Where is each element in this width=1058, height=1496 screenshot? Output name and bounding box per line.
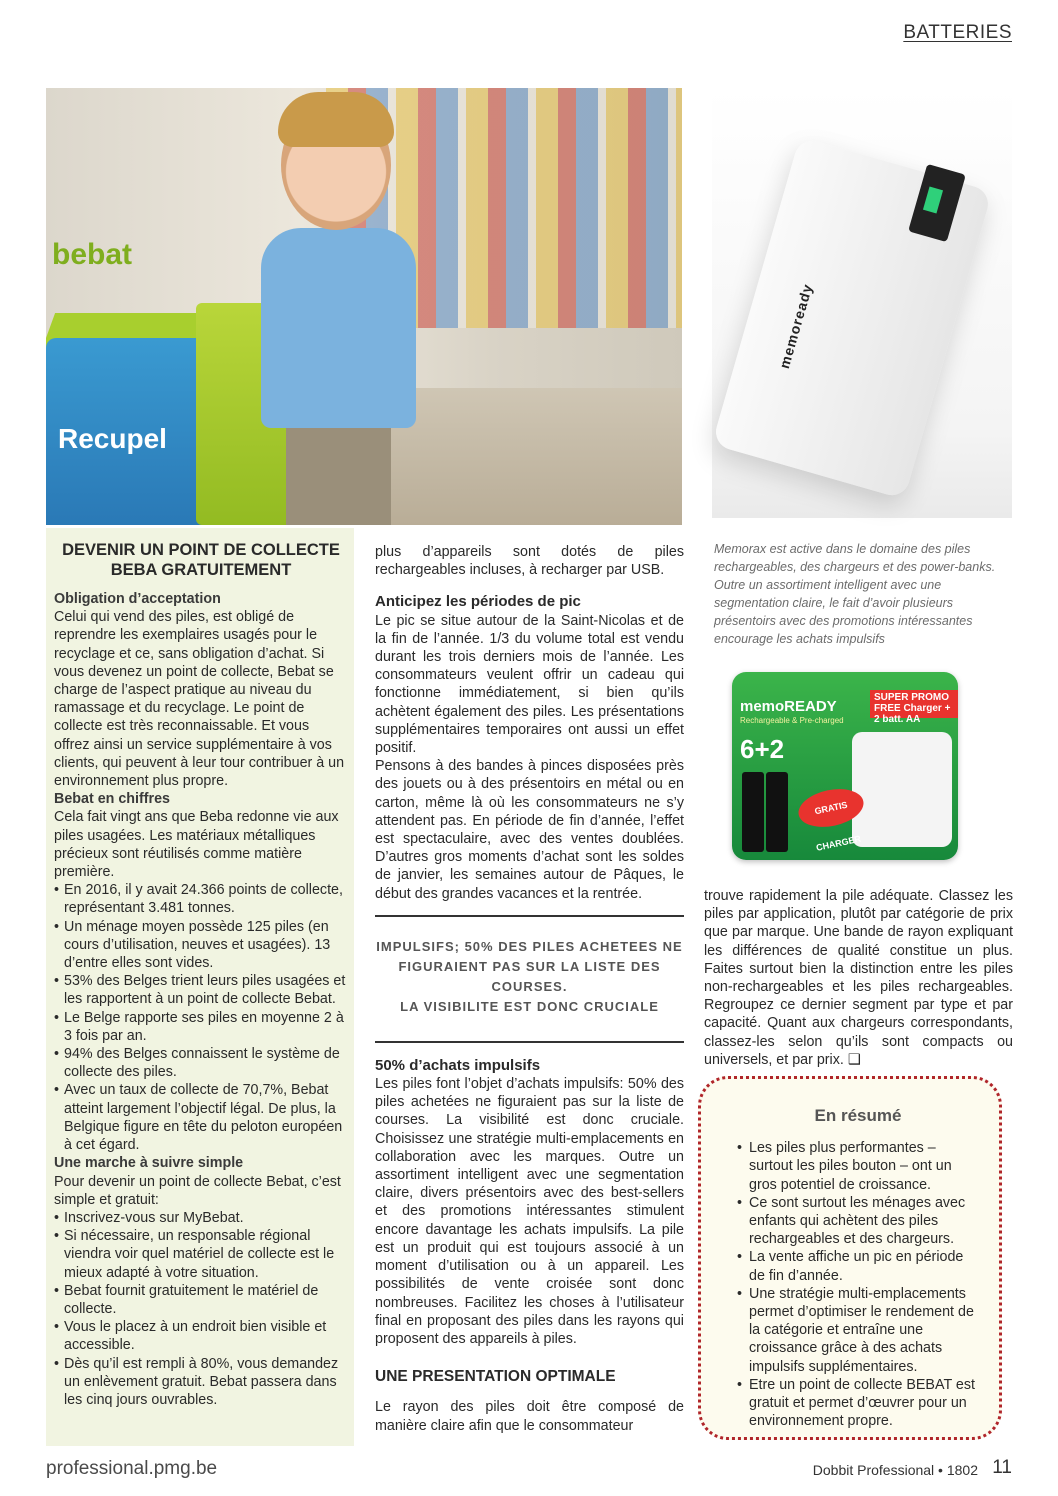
memoready-logo: memoready [776, 281, 816, 371]
powerbank-photo [712, 88, 1012, 518]
paragraph: Celui qui vend des piles, est obligé de reprendre les exemplaires usagés pour le recyclage et ce, sans obligation d’achat. Si vous devenez un point de collecte, Bebat se charge de l’aspect pratique au niveau du ramassage et du recyclage. Le point de collecte est très reconnaissable. Et vous offrez ainsi un service supplémentaire à vos clients, qui peuvent à leur tour contribuer à un environnement plus propre. [54, 609, 345, 790]
paragraph: Le pic se situe autour de la Saint-Nicolas et de la fin de l’année. 1/3 du volume total est vendu durant les trois derniers mois de l’année. Les consommateurs veulent offrir un cadeau qui fonctionne immédiatement, si bien qu’ils achètent également des piles. Les présentations supplémentaires temporaires ont aussi un effet positif. [375, 612, 684, 757]
child-legs [286, 418, 391, 525]
paragraph: Cela fait vingt ans que Beba redonne vie aux piles usagées. Les matériaux métalliques précieux sont réutilisés comme matière première. [54, 809, 339, 881]
pack-promo-badge: SUPER PROMO FREE Charger + 2 batt. AA [870, 690, 958, 718]
section-heading: UNE PRESENTATION OPTIMALE [375, 1368, 616, 1386]
subheading: 50% d’achats impulsifs [375, 1056, 541, 1074]
bebat-sign: bebat [52, 238, 133, 271]
battery-pack-photo [732, 672, 958, 860]
subheading: Une marche à suivre simple [54, 1155, 244, 1172]
paragraph: Le rayon des piles doit être composé de manière claire afin que le consommateur [375, 1399, 684, 1434]
list-item: • Vous le placez à un endroit bien visible et accessible. [54, 1318, 348, 1354]
subheading: Anticipez les périodes de pic [375, 593, 581, 611]
list-item: • 53% des Belges trient leurs piles usagées et les rapportent à un point de collecte Bebat. [54, 972, 348, 1008]
gratis-badge: GRATIS CHARGER [795, 784, 867, 833]
child-hair [278, 92, 394, 147]
page-number: 11 [992, 1457, 1012, 1478]
summary-box [698, 1076, 1002, 1440]
list-item: • Avec un taux de collecte de 70,7%, Bebat atteint largement l’objectif légal. De plus, la Belgique figure en tête du peloton européen à cet égard. [54, 1081, 348, 1154]
steps-list [54, 1209, 348, 1409]
pull-quote-line: IMPULSIFS; 50% DES PILES ACHETEES NE [376, 938, 683, 954]
subheading: Obligation d’acceptation [54, 591, 221, 607]
pack-count: 6+2 [740, 734, 785, 764]
child-shirt [261, 228, 416, 428]
paragraph: Pour devenir un point de collecte Bebat, c’est simple et gratuit: [54, 1173, 341, 1208]
pull-quote-line: FIGURAIENT PAS SUR LA LISTE DES COURSES. [398, 958, 661, 994]
footer-url[interactable]: professional.pmg.be [46, 1458, 218, 1479]
list-item: • Bebat fournit gratuitement le matériel de collecte. [54, 1282, 348, 1318]
paragraph: plus d’appareils sont dotés de piles rechargeables incluses, à recharger par USB. [375, 544, 684, 579]
charger-image [852, 732, 952, 847]
list-item: • Etre un point de collecte BEBAT est gratuit et permet d’œuvrer pour un environnement propre. [737, 1376, 979, 1431]
paragraph: Pensons à des bandes à pinces disposées près des jouets ou à des présentoirs en métal ou en carton, même là où les consommateurs ne s’y attendent pas. En période de fin d’année, l’effet est spectaculaire, avec des ventes doublées. D’autres gros moments d’achat sont les soldes de janvier, les semaines autour de Pâques, le début des grandes vacances et la rentrée. [375, 758, 684, 902]
list-item: • Dès qu’il est rempli à 80%, vous demandez un enlèvement gratuit. Bebat passera dans les cinq jours ouvrables. [54, 1355, 348, 1410]
end-mark-icon: ❑ [847, 1051, 861, 1068]
list-item: • En 2016, il y avait 24.366 points de collecte, représentant 3.481 tonnes. [54, 881, 348, 917]
right-column [704, 887, 1013, 1069]
list-item: • Une stratégie multi-emplacements permet d’optimiser le rendement de la catégorie et entraîne une croissance grâce à des achats impulsifs supplémentaires. [737, 1285, 979, 1376]
stats-list [54, 881, 348, 1154]
divider [375, 1041, 684, 1043]
subheading: Bebat en chiffres [54, 791, 170, 808]
summary-title: En résumé [814, 1106, 902, 1125]
pack-subtitle: Rechargeable & Pre-charged [740, 716, 844, 725]
box-title: DEVENIR UN POINT DE COLLECTE BEBA GRATUITEMENT [62, 541, 340, 579]
pull-quote [375, 937, 684, 1017]
list-item: • La vente affiche un pic en période de fin d’année. [737, 1248, 979, 1284]
photo-caption: Memorax est active dans le domaine des piles rechargeables, des chargeurs et des power-banks. Outre un assortiment intelligent avec une segmentation claire, le fait d’avoir plusieurs présentoirs avec des promotions intéressantes encourage les achats impulsifs [714, 542, 996, 646]
pack-brand: memoREADY [740, 698, 837, 715]
list-item: • Les piles plus performantes – surtout les piles bouton – ont un gros potentiel de croissance. [737, 1139, 979, 1194]
hero-photo [46, 88, 682, 525]
paragraph: trouve rapidement la pile adéquate. Classez les piles par application, plutôt par catégorie de prix que par marque. Une bande de rayon expliquant les différences de qualité constitue un plus. Faites surtout bien la distinction entre les piles non-rechargeables et les piles rechargeables. Regroupez ce dernier segment par type et par capacité. Quant aux chargeurs correspondants, classez-les selon qu’ils sont compacts ou universels, et par prix. [704, 888, 1013, 1068]
battery-icon [742, 772, 764, 852]
list-item: • 94% des Belges connaissent le système de collecte des piles. [54, 1045, 348, 1081]
collection-point-box [46, 528, 354, 1446]
middle-column [375, 543, 684, 1435]
battery-icon [766, 772, 788, 852]
list-item: • Inscrivez-vous sur MyBebat. [54, 1209, 348, 1227]
pull-quote-line: LA VISIBILITE EST DONC CRUCIALE [400, 998, 659, 1014]
footer-publication: Dobbit Professional • 1802 [812, 1462, 978, 1478]
summary-list [737, 1139, 979, 1430]
list-item: • Si nécessaire, un responsable régional viendra voir quel matériel de collecte est le mieux adapté à votre situation. [54, 1227, 348, 1282]
paragraph: Les piles font l’objet d’achats impulsifs: 50% des piles achetées ne figuraient pas sur la liste de courses. La visibilité est donc cruciale. Choisissez une stratégie multi-emplacements en collaboration avec les marques. Outre un assortiment intelligent avec une segmentation claire, divers présentoirs avec des best-sellers et des promotions intéressantes stimulent encore davantage les achats impulsifs. La pile est un produit qui est toujours associé à un moment d’utilisation ou à un appareil. Les possibilités de vente croisée sont donc nombreuses. Facilitez les choses à l’utilisateur final en proposant des piles dans les rayons qui proposent des appareils à piles. [375, 1076, 684, 1347]
list-item: • Le Belge rapporte ses piles en moyenne 2 à 3 fois par an. [54, 1009, 348, 1045]
recupel-logo: Recupel [58, 423, 167, 454]
list-item: • Un ménage moyen possède 125 piles (en cours d’utilisation, neuves et usagées). 13 d’entre elles sont vides. [54, 918, 348, 973]
list-item: • Ce sont surtout les ménages avec enfants qui achètent des piles rechargeables et des chargeurs. [737, 1194, 979, 1249]
divider [375, 915, 684, 917]
section-label: BATTERIES [903, 22, 1012, 43]
